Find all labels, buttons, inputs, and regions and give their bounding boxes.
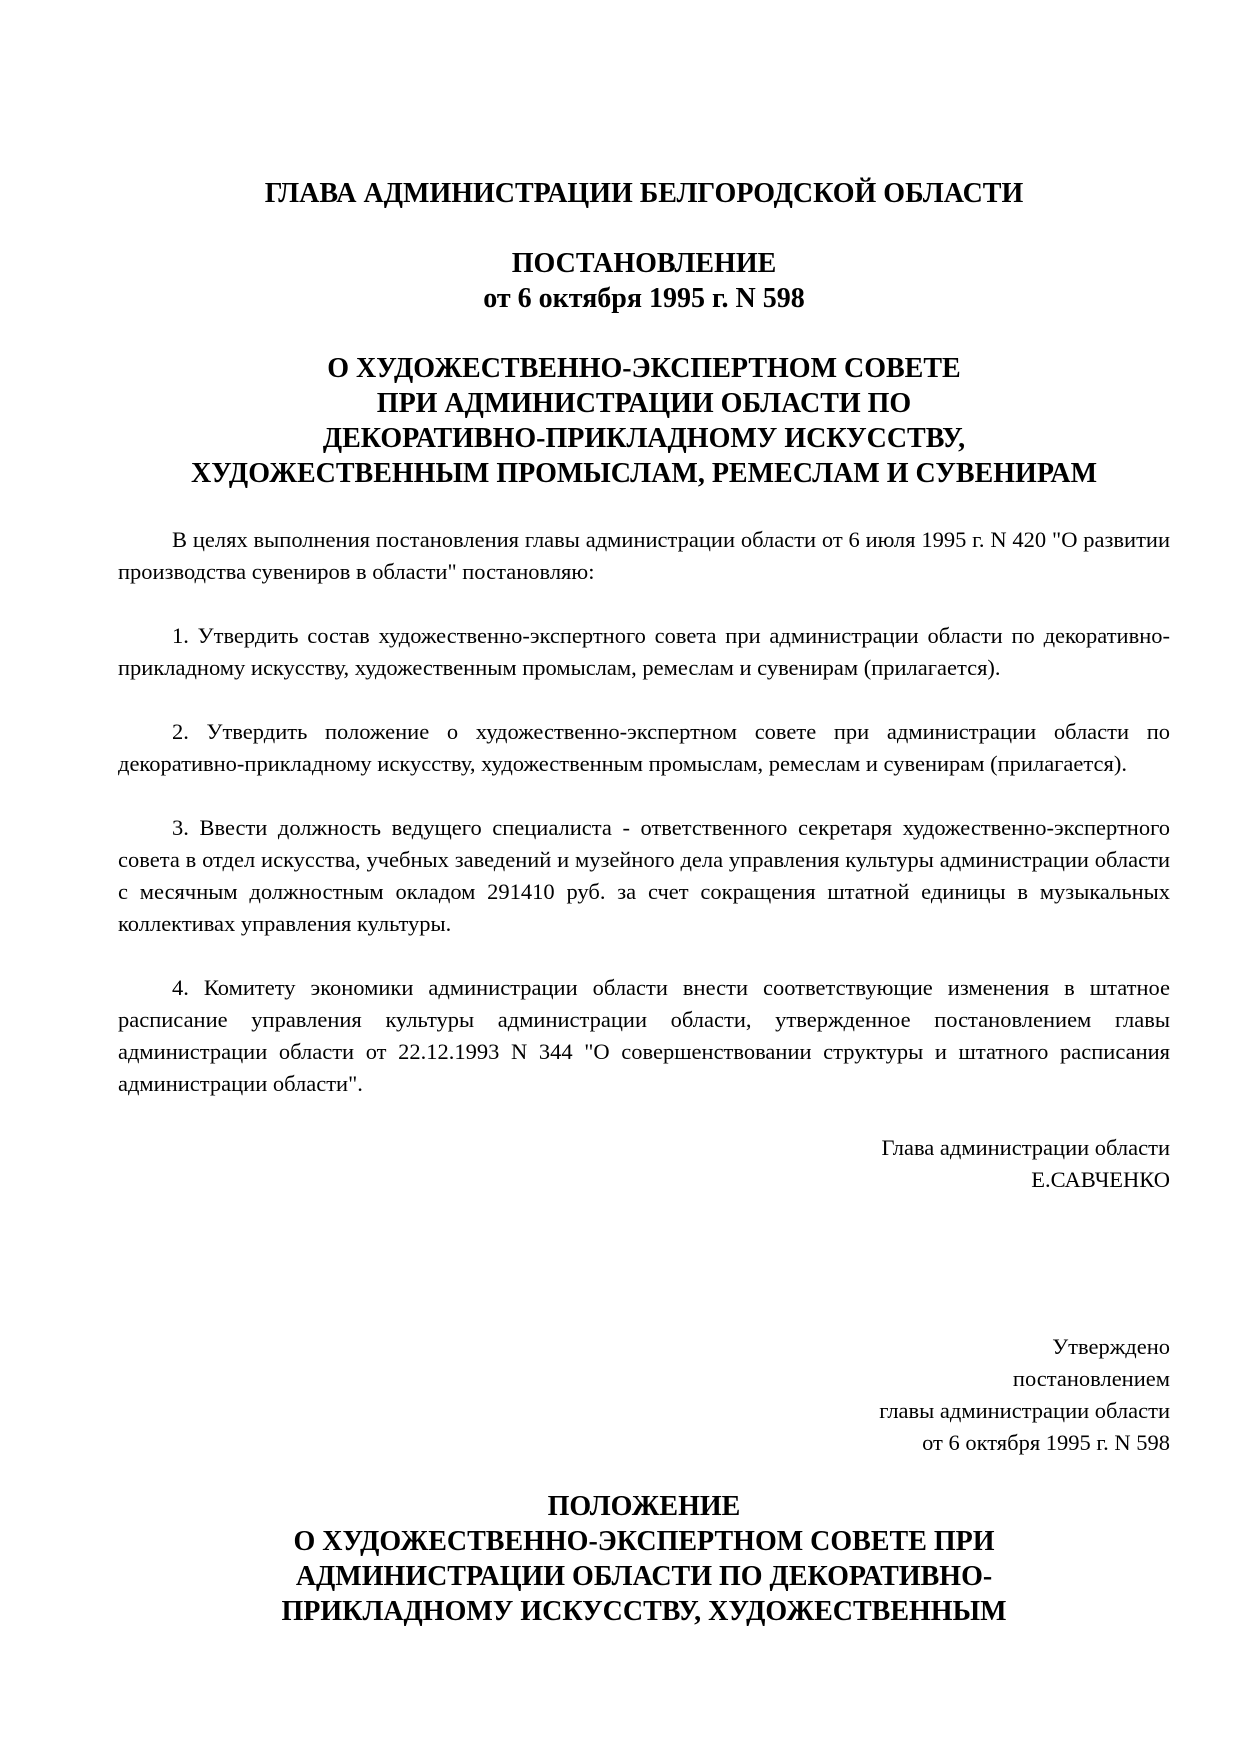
decree-date-number: от 6 октября 1995 г. N 598: [483, 283, 805, 314]
regulation-title-line: ПРИКЛАДНОМУ ИСКУССТВУ, ХУДОЖЕСТВЕННЫМ: [281, 1596, 1007, 1627]
approval-line: Утверждено: [1052, 1334, 1170, 1359]
document-content: [118, 176, 1170, 1629]
regulation-title-line: О ХУДОЖЕСТВЕННО-ЭКСПЕРТНОМ СОВЕТЕ ПРИ: [293, 1526, 995, 1557]
decree-title-line: ДЕКОРАТИВНО-ПРИКЛАДНОМУ ИСКУССТВУ,: [322, 423, 966, 454]
signature-block: [118, 1132, 1170, 1196]
decree-title-line: ХУДОЖЕСТВЕННЫМ ПРОМЫСЛАМ, РЕМЕСЛАМ И СУВЕНИРАМ: [190, 458, 1097, 489]
approval-line: постановлением: [1012, 1366, 1170, 1391]
decree-header: [118, 246, 1170, 316]
regulation-title-line: АДМИНИСТРАЦИИ ОБЛАСТИ ПО ДЕКОРАТИВНО-: [295, 1561, 993, 1592]
preamble-paragraph: В целях выполнения постановления главы администрации области от 6 июля 1995 г. N 420 "О развитии производства сувениров в области" постановляю:: [118, 527, 1170, 584]
regulation-title: [118, 1489, 1170, 1629]
decree-title-line: О ХУДОЖЕСТВЕННО-ЭКСПЕРТНОМ СОВЕТЕ: [327, 353, 961, 384]
approval-stamp-block: [118, 1331, 1170, 1459]
signatory-name: Е.САВЧЕНКО: [1031, 1167, 1170, 1192]
clause-2-paragraph: 2. Утвердить положение о художественно-экспертном совете при администрации области по декоративно-прикладному искусству, художественным промыслам, ремеслам и сувенирам (прилагается).: [118, 719, 1170, 776]
approval-line: от 6 октября 1995 г. N 598: [922, 1430, 1170, 1455]
clause-1-paragraph: 1. Утвердить состав художественно-экспертного совета при администрации области по декоративно-прикладному искусству, художественным промыслам, ремеслам и сувенирам (прилагается).: [118, 623, 1170, 680]
signatory-position: Глава администрации области: [881, 1135, 1170, 1160]
decree-title-line: ПРИ АДМИНИСТРАЦИИ ОБЛАСТИ ПО: [376, 388, 912, 419]
decree-type: ПОСТАНОВЛЕНИЕ: [511, 248, 777, 279]
clause-3-paragraph: 3. Ввести должность ведущего специалиста - ответственного секретаря художественно-экспертного совета в отдел искусства, учебных заведений и музейного дела управления культуры администрации области с месячным должностным окладом 291410 руб. за счет сокращения штатной единицы в музыкальных коллективах управления культуры.: [118, 815, 1170, 936]
clause-4-paragraph: 4. Комитету экономики администрации области внести соответствующие изменения в штатное расписание управления культуры администрации области, утвержденное постановлением главы администрации области от 22.12.1993 N 344 "О совершенствовании структуры и штатного расписания администрации области".: [118, 975, 1170, 1096]
approval-line: главы администрации области: [879, 1398, 1170, 1423]
issuing-authority: ГЛАВА АДМИНИСТРАЦИИ БЕЛГОРОДСКОЙ ОБЛАСТИ: [264, 178, 1024, 209]
regulation-title-line: ПОЛОЖЕНИЕ: [547, 1491, 741, 1522]
decree-title: [118, 351, 1170, 491]
